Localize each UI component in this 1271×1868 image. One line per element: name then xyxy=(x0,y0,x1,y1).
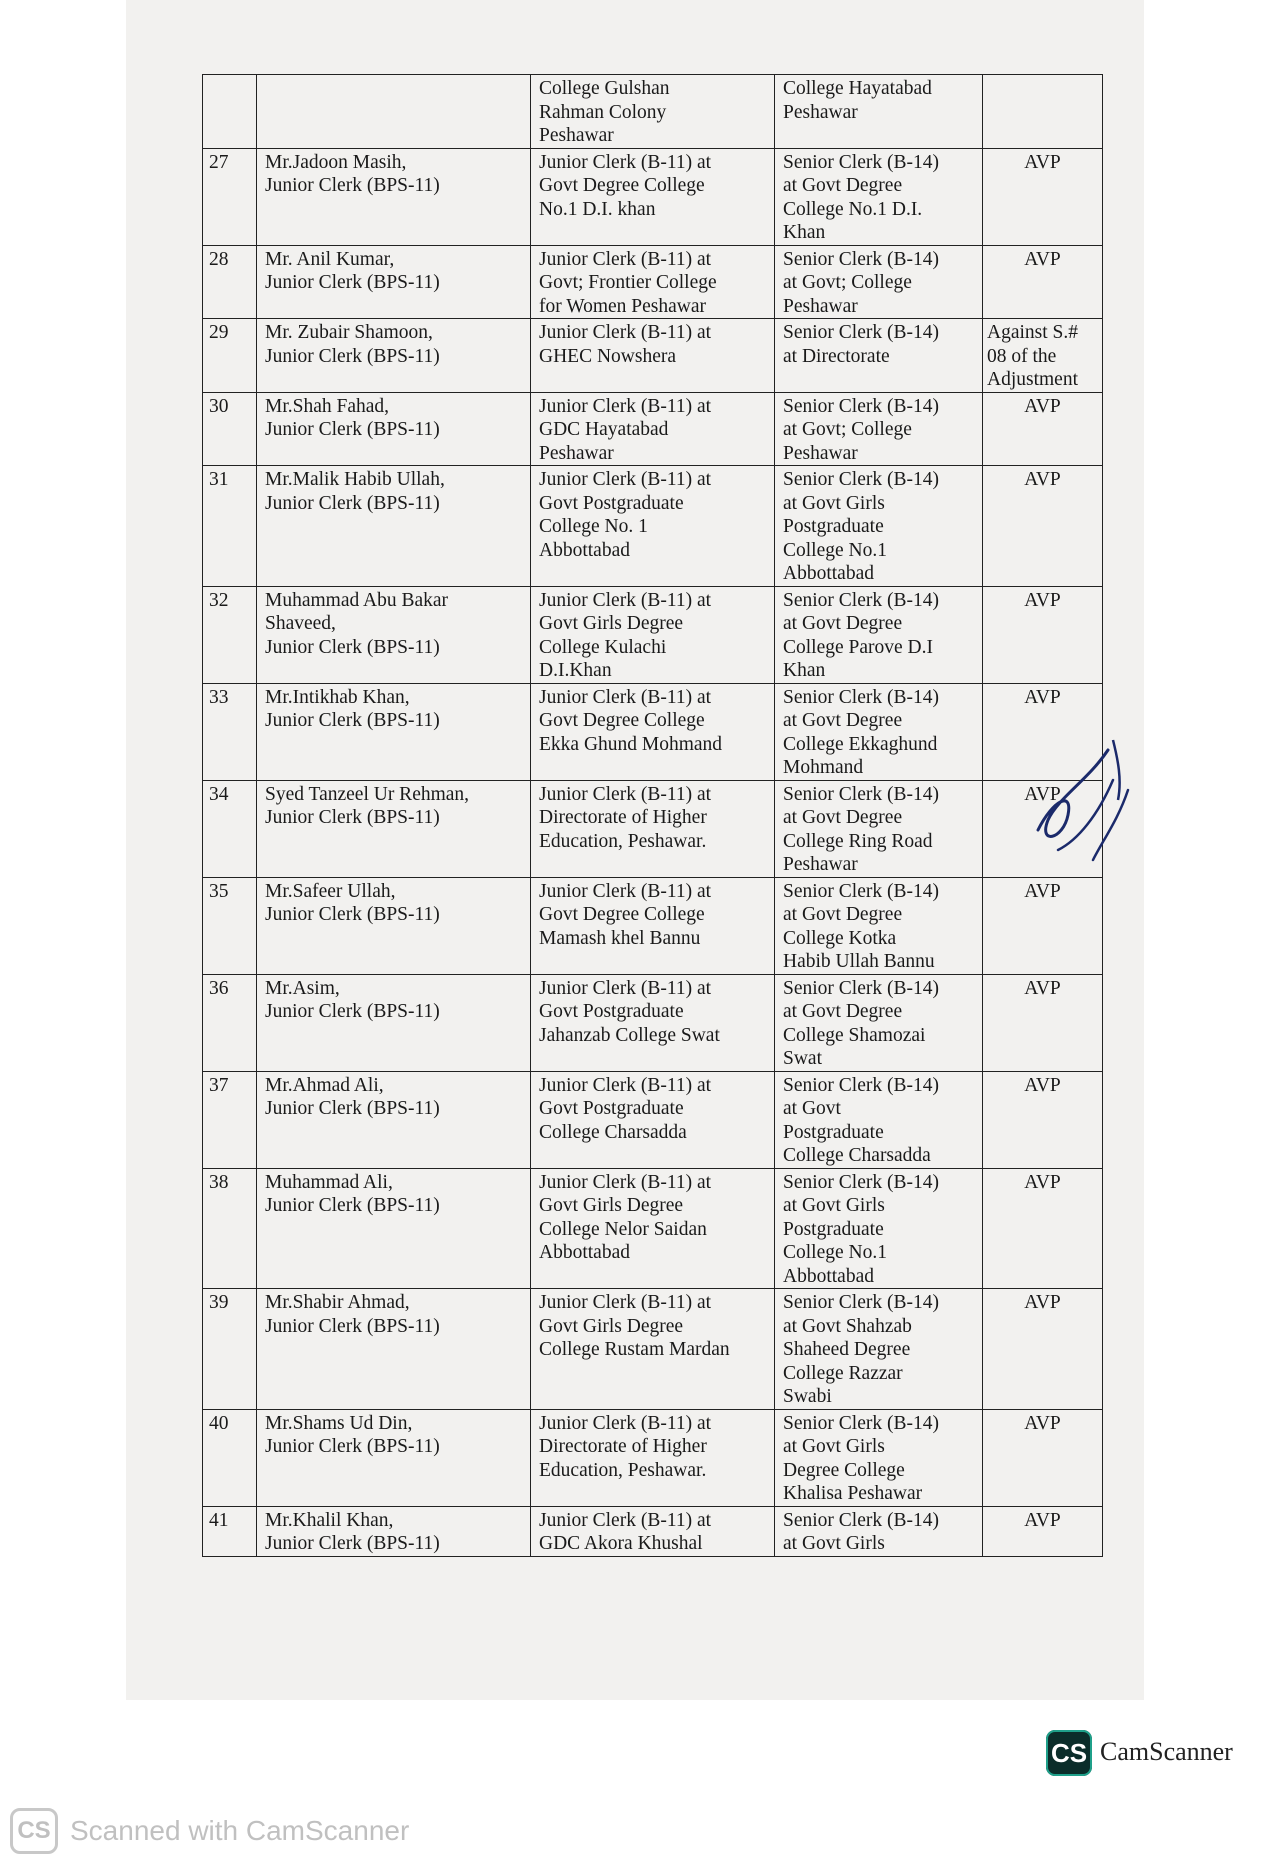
promotion-posting-line: Senior Clerk (B-14) xyxy=(783,783,939,805)
promotion-posting-cell xyxy=(775,974,983,1071)
promotion-posting-line: Degree College xyxy=(783,1459,905,1481)
handwritten-signature xyxy=(1018,720,1138,890)
table-row xyxy=(203,586,1103,683)
table-row xyxy=(203,75,1103,149)
current-posting-line: No.1 D.I. khan xyxy=(539,198,656,220)
current-posting-cell xyxy=(531,466,775,587)
remarks-line: AVP xyxy=(1024,686,1061,708)
promotion-posting-line: at Govt Degree xyxy=(783,904,903,925)
serial-number-cell: 29 xyxy=(203,319,257,393)
promotion-posting-line: Postgraduate xyxy=(783,1218,884,1240)
current-posting-line: Directorate of Higher xyxy=(539,807,707,828)
employee-name-cell xyxy=(257,586,531,683)
current-posting-line: Abbottabad xyxy=(539,539,630,561)
current-posting-line: D.I.Khan xyxy=(539,660,612,681)
promotion-posting-line: College Razzar xyxy=(783,1362,903,1384)
promotion-posting-cell xyxy=(775,1506,983,1556)
current-posting-line: Govt Postgraduate xyxy=(539,1001,684,1022)
current-posting-line: Peshawar xyxy=(539,125,614,146)
promotion-posting-cell xyxy=(775,1409,983,1506)
promotion-posting-line: Senior Clerk (B-14) xyxy=(783,469,939,490)
current-posting-cell xyxy=(531,1506,775,1556)
employee-name-cell xyxy=(257,392,531,466)
current-posting-line: Abbottabad xyxy=(539,1242,630,1263)
current-posting-line: Govt Degree College xyxy=(539,904,705,925)
remarks-line: AVP xyxy=(1024,880,1061,902)
current-posting-line: Govt Postgraduate xyxy=(539,492,684,514)
serial-number-cell: 34 xyxy=(203,780,257,877)
employee-name-cell xyxy=(257,319,531,393)
remarks-cell xyxy=(983,586,1103,683)
promotion-posting-cell xyxy=(775,683,983,780)
current-posting-line: Junior Clerk (B-11) at xyxy=(539,322,712,343)
promotion-posting-line: Senior Clerk (B-14) xyxy=(783,248,939,270)
promotion-posting-line: at Govt xyxy=(783,1098,841,1119)
remarks-line: AVP xyxy=(1024,248,1061,270)
promotion-posting-cell xyxy=(775,245,983,319)
employee-name-line: Junior Clerk (BPS-11) xyxy=(265,904,440,925)
promotion-posting-line: Peshawar xyxy=(783,101,858,123)
promotion-posting-line: at Govt Degree xyxy=(783,807,903,828)
table-row xyxy=(203,245,1103,319)
employee-name-line: Mr.Ahmad Ali, xyxy=(265,1074,384,1096)
current-posting-line: Junior Clerk (B-11) at xyxy=(539,880,712,902)
promotion-posting-line: at Govt; College xyxy=(783,272,912,293)
employee-name-line: Junior Clerk (BPS-11) xyxy=(265,710,440,731)
employee-name-cell xyxy=(257,877,531,974)
promotion-posting-line: Senior Clerk (B-14) xyxy=(783,880,939,902)
employee-name-line: Junior Clerk (BPS-11) xyxy=(265,492,440,514)
current-posting-line: Education, Peshawar. xyxy=(539,1459,707,1481)
table-body xyxy=(203,75,1103,1557)
remarks-cell xyxy=(983,1071,1103,1168)
employee-name-line: Mr.Jadoon Masih, xyxy=(265,151,407,173)
current-posting-line: Peshawar xyxy=(539,442,614,464)
employee-name-cell xyxy=(257,683,531,780)
current-posting-line: Govt Girls Degree xyxy=(539,1195,684,1216)
current-posting-line: for Women Peshawar xyxy=(539,295,707,317)
promotion-posting-line: at Govt Degree xyxy=(783,175,903,196)
current-posting-line: Govt Degree College xyxy=(539,175,705,196)
promotion-posting-cell xyxy=(775,319,983,393)
serial-number-cell: 32 xyxy=(203,586,257,683)
promotion-posting-cell xyxy=(775,780,983,877)
employee-name-line: Junior Clerk (BPS-11) xyxy=(265,807,440,828)
promotion-posting-line: College Ring Road xyxy=(783,830,933,852)
employee-name-line: Junior Clerk (BPS-11) xyxy=(265,1195,440,1216)
current-posting-cell xyxy=(531,1409,775,1506)
current-posting-cell xyxy=(531,974,775,1071)
promotion-posting-cell xyxy=(775,148,983,245)
current-posting-cell xyxy=(531,1168,775,1289)
serial-number-cell: 27 xyxy=(203,148,257,245)
promotion-posting-line: Senior Clerk (B-14) xyxy=(783,589,939,611)
employee-name-line: Junior Clerk (BPS-11) xyxy=(265,1436,440,1457)
current-posting-line: Junior Clerk (B-11) at xyxy=(539,1509,712,1531)
promotion-posting-line: Shaheed Degree xyxy=(783,1339,911,1360)
remarks-cell xyxy=(983,245,1103,319)
employee-name-line: Junior Clerk (BPS-11) xyxy=(265,1098,440,1119)
employee-name-cell xyxy=(257,1289,531,1410)
employee-name-cell xyxy=(257,974,531,1071)
remarks-line: AVP xyxy=(1024,977,1061,999)
current-posting-cell xyxy=(531,877,775,974)
current-posting-line: Junior Clerk (B-11) at xyxy=(539,248,712,270)
promotion-posting-line: at Govt Degree xyxy=(783,613,903,634)
promotion-posting-line: Khan xyxy=(783,222,826,243)
camscanner-logo-icon: CS xyxy=(1046,1730,1092,1776)
current-posting-cell xyxy=(531,148,775,245)
employee-name-cell xyxy=(257,75,531,149)
current-posting-line: College Nelor Saidan xyxy=(539,1218,707,1240)
remarks-cell xyxy=(983,974,1103,1071)
current-posting-cell xyxy=(531,780,775,877)
employee-name-line: Muhammad Abu Bakar xyxy=(265,589,449,611)
current-posting-line: College Rustam Mardan xyxy=(539,1339,730,1360)
serial-number-cell: 35 xyxy=(203,877,257,974)
current-posting-line: Govt Girls Degree xyxy=(539,613,684,634)
current-posting-line: College No. 1 xyxy=(539,516,648,537)
promotion-posting-line: College No.1 xyxy=(783,1242,887,1263)
current-posting-line: Jahanzab College Swat xyxy=(539,1024,720,1046)
remarks-cell xyxy=(983,1409,1103,1506)
promotion-posting-line: Senior Clerk (B-14) xyxy=(783,395,939,417)
serial-number-cell: 28 xyxy=(203,245,257,319)
table-row xyxy=(203,877,1103,974)
current-posting-cell xyxy=(531,319,775,393)
serial-number-cell: 37 xyxy=(203,1071,257,1168)
promotion-posting-line: Senior Clerk (B-14) xyxy=(783,1171,939,1193)
employee-name-line: Junior Clerk (BPS-11) xyxy=(265,175,440,196)
promotion-posting-cell xyxy=(775,75,983,149)
table-row xyxy=(203,392,1103,466)
promotion-posting-line: College Shamozai xyxy=(783,1024,926,1046)
remarks-cell xyxy=(983,1506,1103,1556)
remarks-line: Adjustment xyxy=(987,369,1078,390)
remarks-line: AVP xyxy=(1024,1412,1061,1434)
employee-name-line: Junior Clerk (BPS-11) xyxy=(265,272,440,293)
promotion-posting-line: College Hayatabad xyxy=(783,78,932,99)
promotion-posting-cell xyxy=(775,1071,983,1168)
promotion-posting-line: at Govt; College xyxy=(783,419,912,440)
table-row xyxy=(203,780,1103,877)
promotion-posting-line: Senior Clerk (B-14) xyxy=(783,686,939,708)
table-row xyxy=(203,1289,1103,1410)
promotion-posting-line: Abbottabad xyxy=(783,1265,874,1287)
promotion-posting-cell xyxy=(775,586,983,683)
employee-name-line: Mr.Intikhab Khan, xyxy=(265,686,410,708)
footer-cs-icon: CS xyxy=(10,1808,58,1854)
promotion-posting-line: Peshawar xyxy=(783,854,858,875)
table-row xyxy=(203,466,1103,587)
promotion-posting-line: College No.1 xyxy=(783,539,887,561)
transfer-table xyxy=(202,74,1103,1557)
current-posting-line: Directorate of Higher xyxy=(539,1436,707,1457)
promotion-posting-line: Khalisa Peshawar xyxy=(783,1483,923,1504)
employee-name-line: Mr.Shabir Ahmad, xyxy=(265,1292,410,1313)
employee-name-cell xyxy=(257,1071,531,1168)
remarks-cell xyxy=(983,877,1103,974)
employee-name-line: Junior Clerk (BPS-11) xyxy=(265,1533,440,1554)
employee-name-line: Mr. Zubair Shamoon, xyxy=(265,322,433,343)
employee-name-cell xyxy=(257,466,531,587)
remarks-line: AVP xyxy=(1024,395,1061,417)
remarks-line: Against S.# xyxy=(987,322,1079,343)
serial-number-cell: 39 xyxy=(203,1289,257,1410)
current-posting-line: Junior Clerk (B-11) at xyxy=(539,1074,712,1096)
current-posting-line: Junior Clerk (B-11) at xyxy=(539,395,712,417)
promotion-posting-cell xyxy=(775,392,983,466)
promotion-posting-line: College Charsadda xyxy=(783,1145,931,1166)
promotion-posting-line: at Govt Girls xyxy=(783,1195,885,1216)
current-posting-line: College Gulshan xyxy=(539,78,670,99)
promotion-posting-line: at Directorate xyxy=(783,345,890,367)
current-posting-line: Ekka Ghund Mohmand xyxy=(539,733,723,755)
promotion-posting-line: College Kotka xyxy=(783,927,897,949)
current-posting-line: College Charsadda xyxy=(539,1121,687,1143)
current-posting-cell xyxy=(531,683,775,780)
employee-name-cell xyxy=(257,1168,531,1289)
table-row xyxy=(203,683,1103,780)
promotion-posting-cell xyxy=(775,1289,983,1410)
current-posting-line: Govt Postgraduate xyxy=(539,1098,684,1119)
current-posting-line: Junior Clerk (B-11) at xyxy=(539,783,712,805)
promotion-posting-line: Senior Clerk (B-14) xyxy=(783,1074,939,1096)
promotion-posting-line: Senior Clerk (B-14) xyxy=(783,1292,939,1313)
current-posting-cell xyxy=(531,586,775,683)
table-row xyxy=(203,974,1103,1071)
table-row xyxy=(203,1071,1103,1168)
employee-name-cell xyxy=(257,245,531,319)
promotion-posting-line: Senior Clerk (B-14) xyxy=(783,1412,939,1434)
employee-name-line: Mr.Malik Habib Ullah, xyxy=(265,469,445,490)
current-posting-cell xyxy=(531,1289,775,1410)
current-posting-line: Junior Clerk (B-11) at xyxy=(539,686,712,708)
promotion-posting-line: Senior Clerk (B-14) xyxy=(783,322,939,343)
promotion-posting-line: Abbottabad xyxy=(783,563,874,584)
employee-name-line: Muhammad Ali, xyxy=(265,1171,393,1193)
employee-name-line: Mr.Asim, xyxy=(265,977,340,999)
remarks-cell xyxy=(983,1168,1103,1289)
current-posting-line: Rahman Colony xyxy=(539,101,667,123)
table-row xyxy=(203,319,1103,393)
serial-number-cell: 31 xyxy=(203,466,257,587)
remarks-line: AVP xyxy=(1024,1292,1061,1313)
current-posting-line: College Kulachi xyxy=(539,636,667,658)
current-posting-line: Junior Clerk (B-11) at xyxy=(539,1292,712,1313)
remarks-cell xyxy=(983,392,1103,466)
table-row xyxy=(203,148,1103,245)
promotion-posting-line: at Govt Degree xyxy=(783,710,903,731)
promotion-posting-cell xyxy=(775,1168,983,1289)
promotion-posting-line: Swabi xyxy=(783,1386,832,1407)
remarks-cell xyxy=(983,1289,1103,1410)
current-posting-line: Govt Girls Degree xyxy=(539,1315,684,1337)
remarks-line: 08 of the xyxy=(987,345,1057,367)
remarks-line: AVP xyxy=(1024,1171,1061,1193)
promotion-posting-line: at Govt Girls xyxy=(783,1436,885,1457)
table-row xyxy=(203,1409,1103,1506)
remarks-line: AVP xyxy=(1024,589,1061,611)
promotion-posting-line: at Govt Degree xyxy=(783,1001,903,1022)
employee-name-line: Shaveed, xyxy=(265,613,336,634)
promotion-posting-line: at Govt Girls xyxy=(783,492,885,514)
current-posting-line: Mamash khel Bannu xyxy=(539,927,701,949)
promotion-posting-line: Khan xyxy=(783,660,826,681)
employee-name-cell xyxy=(257,1506,531,1556)
promotion-posting-line: Postgraduate xyxy=(783,516,884,537)
table-row xyxy=(203,1168,1103,1289)
employee-name-line: Mr.Shams Ud Din, xyxy=(265,1412,413,1434)
promotion-posting-line: at Govt Shahzab xyxy=(783,1315,912,1337)
employee-name-line: Mr. Anil Kumar, xyxy=(265,248,395,270)
current-posting-line: GHEC Nowshera xyxy=(539,345,677,367)
employee-name-line: Junior Clerk (BPS-11) xyxy=(265,419,440,440)
current-posting-line: Junior Clerk (B-11) at xyxy=(539,151,712,173)
employee-name-line: Mr.Khalil Khan, xyxy=(265,1509,394,1531)
serial-number-cell xyxy=(203,75,257,149)
serial-number-cell: 30 xyxy=(203,392,257,466)
current-posting-cell xyxy=(531,1071,775,1168)
promotion-posting-line: Senior Clerk (B-14) xyxy=(783,1509,939,1531)
remarks-line: AVP xyxy=(1024,469,1061,490)
serial-number-cell: 38 xyxy=(203,1168,257,1289)
current-posting-line: Junior Clerk (B-11) at xyxy=(539,469,712,490)
footer-scanned-with: Scanned with CamScanner xyxy=(70,1815,410,1846)
employee-name-line: Junior Clerk (BPS-11) xyxy=(265,636,440,658)
current-posting-line: Junior Clerk (B-11) at xyxy=(539,1412,712,1434)
promotion-posting-line: Mohmand xyxy=(783,757,864,778)
current-posting-line: Govt; Frontier College xyxy=(539,272,717,293)
table-row xyxy=(203,1506,1103,1556)
current-posting-line: GDC Akora Khushal xyxy=(539,1533,703,1554)
promotion-posting-line: Senior Clerk (B-14) xyxy=(783,151,939,173)
remarks-line: AVP xyxy=(1024,1074,1061,1096)
current-posting-line: Junior Clerk (B-11) at xyxy=(539,1171,712,1193)
promotion-posting-line: Swat xyxy=(783,1048,822,1069)
promotion-posting-cell xyxy=(775,877,983,974)
employee-name-line: Junior Clerk (BPS-11) xyxy=(265,345,440,367)
promotion-posting-line: Habib Ullah Bannu xyxy=(783,951,935,972)
employee-name-cell xyxy=(257,1409,531,1506)
serial-number-cell: 36 xyxy=(203,974,257,1071)
employee-name-line: Mr.Safeer Ullah, xyxy=(265,880,396,902)
current-posting-line: Junior Clerk (B-11) at xyxy=(539,589,712,611)
camscanner-brand: CamScanner xyxy=(1100,1737,1233,1766)
serial-number-cell: 40 xyxy=(203,1409,257,1506)
current-posting-cell xyxy=(531,245,775,319)
remarks-cell xyxy=(983,466,1103,587)
promotion-posting-line: Senior Clerk (B-14) xyxy=(783,977,939,999)
promotion-posting-line: Peshawar xyxy=(783,295,858,317)
promotion-posting-line: Postgraduate xyxy=(783,1121,884,1143)
promotion-posting-line: at Govt Girls xyxy=(783,1533,885,1554)
employee-name-cell xyxy=(257,780,531,877)
current-posting-line: Junior Clerk (B-11) at xyxy=(539,977,712,999)
current-posting-cell xyxy=(531,75,775,149)
remarks-line: AVP xyxy=(1024,783,1061,805)
employee-name-line: Junior Clerk (BPS-11) xyxy=(265,1315,440,1337)
employee-name-line: Mr.Shah Fahad, xyxy=(265,395,390,417)
current-posting-line: Education, Peshawar. xyxy=(539,830,707,852)
employee-name-cell xyxy=(257,148,531,245)
remarks-cell xyxy=(983,319,1103,393)
current-posting-line: Govt Degree College xyxy=(539,710,705,731)
remarks-cell xyxy=(983,75,1103,149)
remarks-line: AVP xyxy=(1024,151,1061,173)
employee-name-line: Syed Tanzeel Ur Rehman, xyxy=(265,783,470,805)
serial-number-cell: 33 xyxy=(203,683,257,780)
remarks-cell xyxy=(983,148,1103,245)
promotion-posting-line: College Parove D.I xyxy=(783,636,934,658)
serial-number-cell: 41 xyxy=(203,1506,257,1556)
current-posting-line: GDC Hayatabad xyxy=(539,419,669,440)
remarks-line: AVP xyxy=(1024,1509,1061,1531)
employee-name-line: Junior Clerk (BPS-11) xyxy=(265,1001,440,1022)
promotion-posting-line: College No.1 D.I. xyxy=(783,198,923,220)
current-posting-cell xyxy=(531,392,775,466)
promotion-posting-line: Peshawar xyxy=(783,442,858,464)
promotion-posting-line: College Ekkaghund xyxy=(783,733,938,755)
promotion-posting-cell xyxy=(775,466,983,587)
